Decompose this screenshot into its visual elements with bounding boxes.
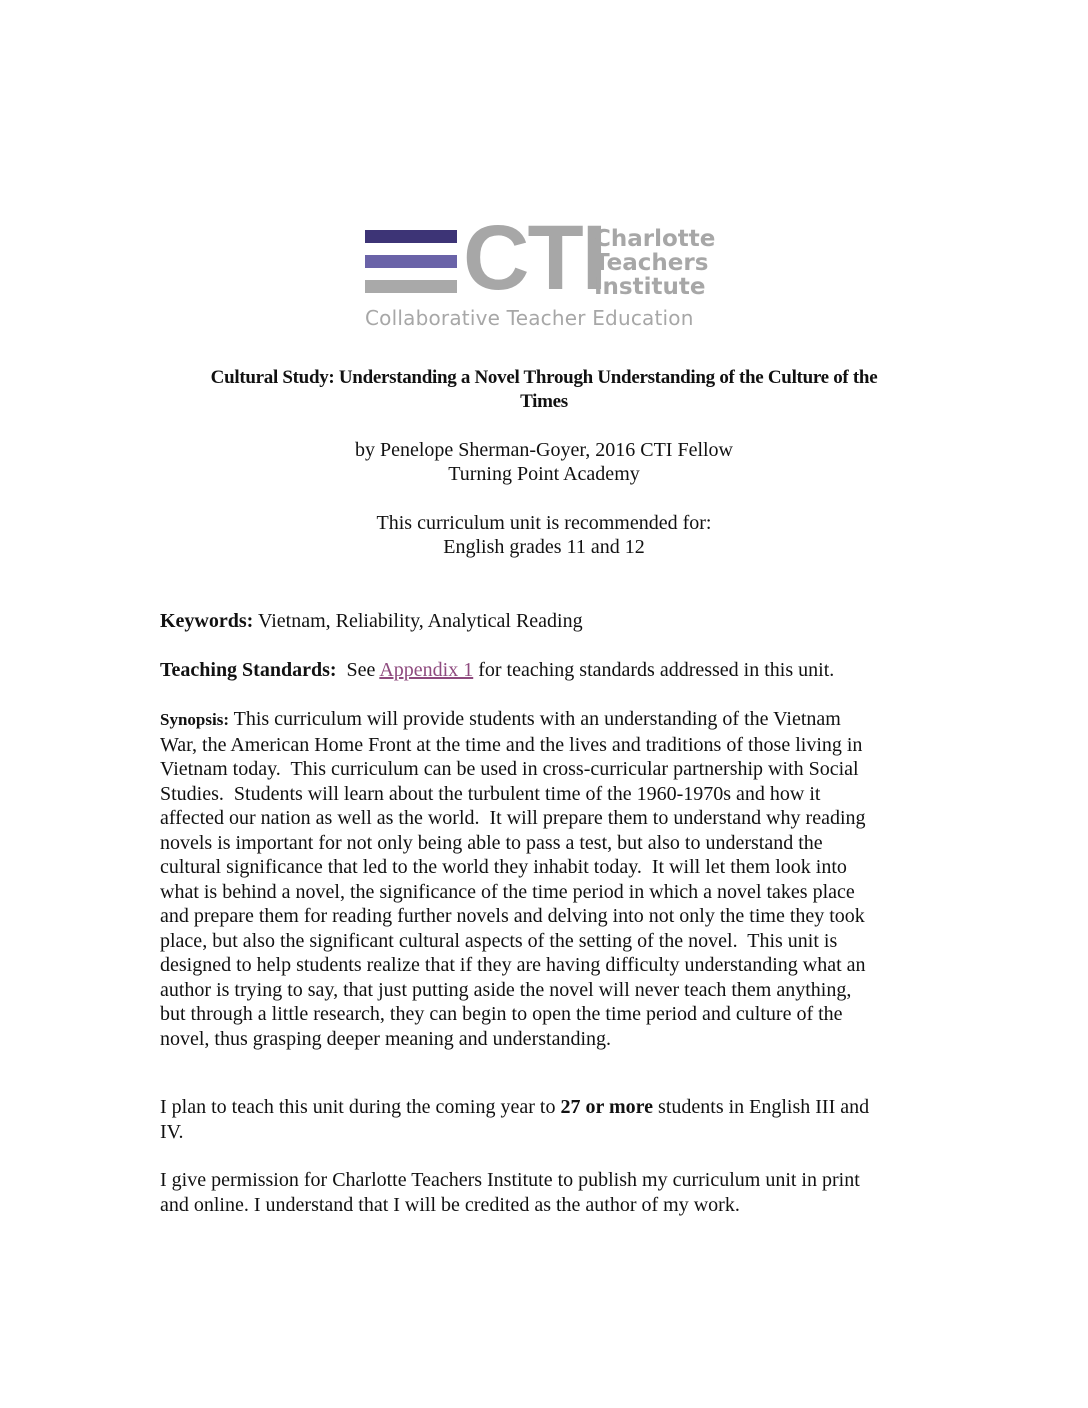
- permission-line-2: and online. I understand that I will be credited as the author of my work.: [160, 1193, 740, 1216]
- appendix-1-link[interactable]: Appendix 1: [379, 659, 474, 681]
- logo-bar-light: [365, 280, 457, 293]
- permission-line-1: I give permission for Charlotte Teachers Institute to publish my curriculum unit in print: [160, 1169, 860, 1191]
- logo-institute-name: [594, 227, 715, 299]
- teaching-standards-prefix: See: [336, 659, 380, 681]
- school-line: Turning Point Academy: [448, 463, 640, 485]
- synopsis-paragraph: [160, 707, 930, 1051]
- logo-bar-mid: [365, 255, 457, 268]
- synopsis-line: affected our nation as well as the world. It will prepare them to understand why reading: [160, 807, 866, 829]
- keywords-paragraph: [160, 609, 930, 634]
- synopsis-line: and prepare them for reading further novels and delving into not only the time they took: [160, 905, 865, 927]
- teaching-standards-paragraph: [160, 658, 930, 683]
- title-line-1: Cultural Study: Understanding a Novel Through Understanding of the Culture of the: [210, 367, 878, 388]
- logo-name-line-3: Institute: [594, 274, 706, 300]
- synopsis-line: novels is important for not only being able to pass a test, but also to understand the: [160, 831, 823, 854]
- recommendation-line-2: English grades 11 and 12: [443, 536, 645, 558]
- synopsis-line: [160, 707, 930, 733]
- byline: [160, 438, 928, 486]
- permission-paragraph: [160, 1168, 930, 1217]
- synopsis-line-text: This curriculum will provide students with an understanding of the Vietnam: [228, 708, 841, 730]
- synopsis-line: Studies. Students will learn about the turbulent time of the 1960-1970s and how it: [160, 782, 821, 805]
- logo-tagline: Collaborative Teacher Education: [365, 306, 694, 330]
- title-line-2: Times: [520, 391, 568, 412]
- teaching-standards-label: Teaching Standards:: [160, 659, 337, 681]
- synopsis-line: designed to help students realize that if they are having difficulty understanding what an: [160, 954, 866, 976]
- synopsis-line: author is trying to say, that just putting aside the novel will never teach them anything,: [160, 978, 852, 1001]
- synopsis-line: War, the American Home Front at the time and the lives and traditions of those living in: [160, 733, 863, 756]
- keywords-text: Vietnam, Reliability, Analytical Reading: [253, 610, 583, 632]
- logo-cti-letters: CTI: [463, 207, 606, 309]
- author-line: by Penelope Sherman-Goyer, 2016 CTI Fellow: [354, 439, 734, 461]
- synopsis-label: Synopsis:: [160, 710, 229, 729]
- plan-line-2: IV.: [160, 1120, 184, 1143]
- plan-paragraph: [160, 1095, 930, 1144]
- student-count: 27 or more: [560, 1096, 654, 1118]
- synopsis-line: cultural significance that led to the world they inhabit today. It will let them look into: [160, 856, 847, 878]
- keywords-label: Keywords:: [160, 610, 254, 632]
- synopsis-line: place, but also the significant cultural aspects of the setting of the novel. This unit is: [160, 929, 838, 952]
- logo-name-line-2: Teachers: [594, 250, 709, 276]
- logo-bar-dark: [365, 230, 457, 243]
- synopsis-line: Vietnam today. This curriculum can be used in cross-curricular partnership with Social: [160, 758, 859, 780]
- synopsis-line: but through a little research, they can begin to open the time period and culture of the: [160, 1003, 843, 1025]
- logo-name-line-1: Charlotte: [594, 226, 716, 252]
- document-title: [160, 366, 928, 414]
- cti-logo: [365, 207, 725, 334]
- plan-text-before: I plan to teach this unit during the coming year to: [160, 1096, 561, 1118]
- plan-line-1: [160, 1095, 930, 1120]
- recommendation: [160, 511, 928, 559]
- synopsis-line: novel, thus grasping deeper meaning and understanding.: [160, 1027, 611, 1050]
- synopsis-line: what is behind a novel, the significance of the time period in which a novel takes place: [160, 880, 855, 903]
- recommendation-line-1: This curriculum unit is recommended for:: [376, 512, 712, 534]
- teaching-standards-suffix: for teaching standards addressed in this unit.: [473, 659, 835, 681]
- plan-text-after: students in English III and: [653, 1096, 870, 1118]
